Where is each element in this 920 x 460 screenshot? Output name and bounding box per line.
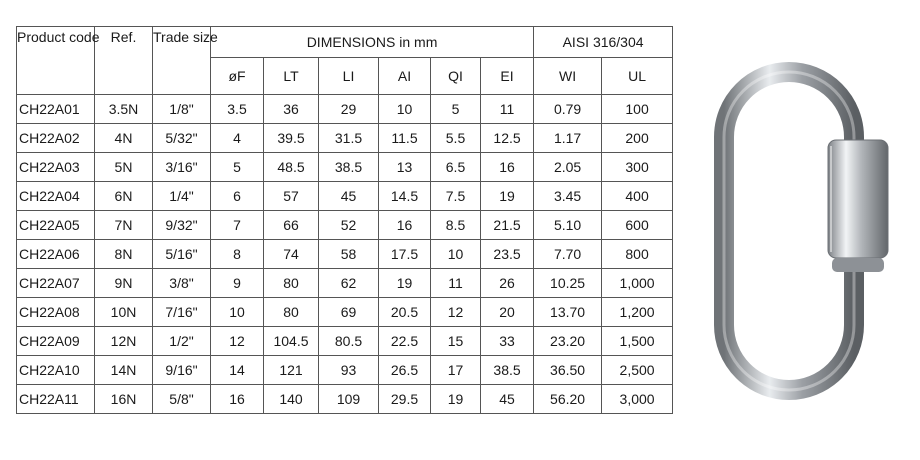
table-cell: 19 bbox=[379, 269, 431, 298]
table-cell: 14 bbox=[211, 356, 264, 385]
table-row bbox=[17, 124, 673, 153]
table-cell: 14.5 bbox=[379, 182, 431, 211]
table-cell: 26 bbox=[481, 269, 534, 298]
table-cell: 36.50 bbox=[534, 356, 602, 385]
table-cell: 7N bbox=[95, 211, 153, 240]
table-row bbox=[17, 153, 673, 182]
table-cell: 12 bbox=[431, 298, 481, 327]
header-col-6: WI bbox=[534, 58, 602, 95]
table-cell: 38.5 bbox=[481, 356, 534, 385]
table-cell: 11 bbox=[481, 95, 534, 124]
table-cell: 45 bbox=[319, 182, 379, 211]
table-cell: 20.5 bbox=[379, 298, 431, 327]
table-row bbox=[17, 269, 673, 298]
table-cell: 15 bbox=[431, 327, 481, 356]
table-row bbox=[17, 327, 673, 356]
table-cell: 13.70 bbox=[534, 298, 602, 327]
table-cell: 26.5 bbox=[379, 356, 431, 385]
table-cell: 52 bbox=[319, 211, 379, 240]
dimensions-table bbox=[16, 26, 673, 414]
table-cell: CH22A01 bbox=[17, 95, 95, 124]
table-cell: 38.5 bbox=[319, 153, 379, 182]
table-cell: 12.5 bbox=[481, 124, 534, 153]
table-cell: 80 bbox=[264, 298, 319, 327]
table-cell: 17.5 bbox=[379, 240, 431, 269]
table-cell: 16 bbox=[379, 211, 431, 240]
table-cell: 62 bbox=[319, 269, 379, 298]
table-cell: CH22A10 bbox=[17, 356, 95, 385]
table-cell: 12 bbox=[211, 327, 264, 356]
header-trade-size: Trade size bbox=[153, 27, 211, 95]
sleeve-collar bbox=[832, 258, 884, 272]
table-cell: 8.5 bbox=[431, 211, 481, 240]
table-cell: 3/8" bbox=[153, 269, 211, 298]
table-cell: 5N bbox=[95, 153, 153, 182]
table-cell: 69 bbox=[319, 298, 379, 327]
table-cell: 7.70 bbox=[534, 240, 602, 269]
table-cell: 9/16" bbox=[153, 356, 211, 385]
table-cell: 80 bbox=[264, 269, 319, 298]
table-cell: 140 bbox=[264, 385, 319, 414]
table-row bbox=[17, 182, 673, 211]
header-col-7: UL bbox=[602, 58, 673, 95]
table-cell: 3.45 bbox=[534, 182, 602, 211]
table-cell: CH22A03 bbox=[17, 153, 95, 182]
table-cell: 100 bbox=[602, 95, 673, 124]
table-cell: 5 bbox=[431, 95, 481, 124]
header-col-3: AI bbox=[379, 58, 431, 95]
table-cell: 10.25 bbox=[534, 269, 602, 298]
table-cell: CH22A04 bbox=[17, 182, 95, 211]
table-cell: 56.20 bbox=[534, 385, 602, 414]
header-col-1: LT bbox=[264, 58, 319, 95]
header-product-code: Product code bbox=[17, 27, 95, 95]
table-cell: 3,000 bbox=[602, 385, 673, 414]
table-cell: 1,500 bbox=[602, 327, 673, 356]
header-col-5: EI bbox=[481, 58, 534, 95]
table-cell: 93 bbox=[319, 356, 379, 385]
table-cell: 3.5 bbox=[211, 95, 264, 124]
table-cell: 0.79 bbox=[534, 95, 602, 124]
table-cell: 17 bbox=[431, 356, 481, 385]
table-cell: 1/4" bbox=[153, 182, 211, 211]
table-cell: CH22A08 bbox=[17, 298, 95, 327]
table-cell: 121 bbox=[264, 356, 319, 385]
table-cell: 5/16" bbox=[153, 240, 211, 269]
table-cell: 33 bbox=[481, 327, 534, 356]
header-col-2: LI bbox=[319, 58, 379, 95]
table-cell: 19 bbox=[481, 182, 534, 211]
table-cell: 4 bbox=[211, 124, 264, 153]
spec-table-container bbox=[16, 26, 672, 424]
table-cell: 58 bbox=[319, 240, 379, 269]
quick-link-carabiner-icon bbox=[700, 40, 910, 420]
table-cell: 7/16" bbox=[153, 298, 211, 327]
screw-sleeve bbox=[828, 140, 888, 258]
table-cell: 5/8" bbox=[153, 385, 211, 414]
table-cell: 16N bbox=[95, 385, 153, 414]
table-cell: 80.5 bbox=[319, 327, 379, 356]
table-row bbox=[17, 240, 673, 269]
table-cell: 6 bbox=[211, 182, 264, 211]
table-cell: 8 bbox=[211, 240, 264, 269]
table-cell: 200 bbox=[602, 124, 673, 153]
table-cell: 16 bbox=[211, 385, 264, 414]
table-row bbox=[17, 211, 673, 240]
table-cell: 4N bbox=[95, 124, 153, 153]
header-col-0: øF bbox=[211, 58, 264, 95]
table-row bbox=[17, 356, 673, 385]
table-cell: 109 bbox=[319, 385, 379, 414]
table-cell: 14N bbox=[95, 356, 153, 385]
table-cell: 1.17 bbox=[534, 124, 602, 153]
table-cell: 6N bbox=[95, 182, 153, 211]
table-cell: 9/32" bbox=[153, 211, 211, 240]
table-cell: CH22A11 bbox=[17, 385, 95, 414]
table-cell: 21.5 bbox=[481, 211, 534, 240]
table-cell: 10N bbox=[95, 298, 153, 327]
table-body bbox=[17, 95, 673, 414]
table-cell: 3.5N bbox=[95, 95, 153, 124]
table-cell: 19 bbox=[431, 385, 481, 414]
table-cell: 9N bbox=[95, 269, 153, 298]
table-cell: 1/2" bbox=[153, 327, 211, 356]
table-cell: 1,000 bbox=[602, 269, 673, 298]
table-cell: 7.5 bbox=[431, 182, 481, 211]
table-cell: 39.5 bbox=[264, 124, 319, 153]
table-cell: 11.5 bbox=[379, 124, 431, 153]
table-row bbox=[17, 298, 673, 327]
table-cell: CH22A06 bbox=[17, 240, 95, 269]
table-cell: 104.5 bbox=[264, 327, 319, 356]
table-cell: 9 bbox=[211, 269, 264, 298]
table-cell: 13 bbox=[379, 153, 431, 182]
table-cell: 29 bbox=[319, 95, 379, 124]
table-cell: 57 bbox=[264, 182, 319, 211]
table-cell: 45 bbox=[481, 385, 534, 414]
table-cell: 600 bbox=[602, 211, 673, 240]
table-cell: 10 bbox=[211, 298, 264, 327]
table-cell: 7 bbox=[211, 211, 264, 240]
table-cell: 300 bbox=[602, 153, 673, 182]
table-cell: 5.5 bbox=[431, 124, 481, 153]
table-cell: CH22A05 bbox=[17, 211, 95, 240]
table-cell: 10 bbox=[431, 240, 481, 269]
header-dimensions-group: DIMENSIONS in mm bbox=[211, 27, 534, 58]
table-cell: 11 bbox=[431, 269, 481, 298]
table-cell: 22.5 bbox=[379, 327, 431, 356]
table-cell: 66 bbox=[264, 211, 319, 240]
table-cell: 16 bbox=[481, 153, 534, 182]
table-cell: 12N bbox=[95, 327, 153, 356]
table-row bbox=[17, 385, 673, 414]
table-cell: 5 bbox=[211, 153, 264, 182]
table-cell: 36 bbox=[264, 95, 319, 124]
table-cell: 1/8" bbox=[153, 95, 211, 124]
table-cell: CH22A02 bbox=[17, 124, 95, 153]
table-cell: 800 bbox=[602, 240, 673, 269]
table-cell: 8N bbox=[95, 240, 153, 269]
table-cell: 74 bbox=[264, 240, 319, 269]
table-cell: 10 bbox=[379, 95, 431, 124]
table-cell: 5.10 bbox=[534, 211, 602, 240]
table-cell: 23.20 bbox=[534, 327, 602, 356]
table-cell: 23.5 bbox=[481, 240, 534, 269]
header-col-4: QI bbox=[431, 58, 481, 95]
table-cell: 31.5 bbox=[319, 124, 379, 153]
header-ref: Ref. bbox=[95, 27, 153, 95]
table-cell: 1,200 bbox=[602, 298, 673, 327]
table-cell: CH22A09 bbox=[17, 327, 95, 356]
table-cell: 2.05 bbox=[534, 153, 602, 182]
table-cell: 400 bbox=[602, 182, 673, 211]
table-cell: 20 bbox=[481, 298, 534, 327]
table-cell: 29.5 bbox=[379, 385, 431, 414]
table-cell: 6.5 bbox=[431, 153, 481, 182]
table-cell: 5/32" bbox=[153, 124, 211, 153]
header-material-group: AISI 316/304 bbox=[534, 27, 673, 58]
table-cell: 2,500 bbox=[602, 356, 673, 385]
table-cell: 48.5 bbox=[264, 153, 319, 182]
table-row bbox=[17, 95, 673, 124]
table-cell: CH22A07 bbox=[17, 269, 95, 298]
table-header bbox=[17, 27, 673, 95]
table-cell: 3/16" bbox=[153, 153, 211, 182]
